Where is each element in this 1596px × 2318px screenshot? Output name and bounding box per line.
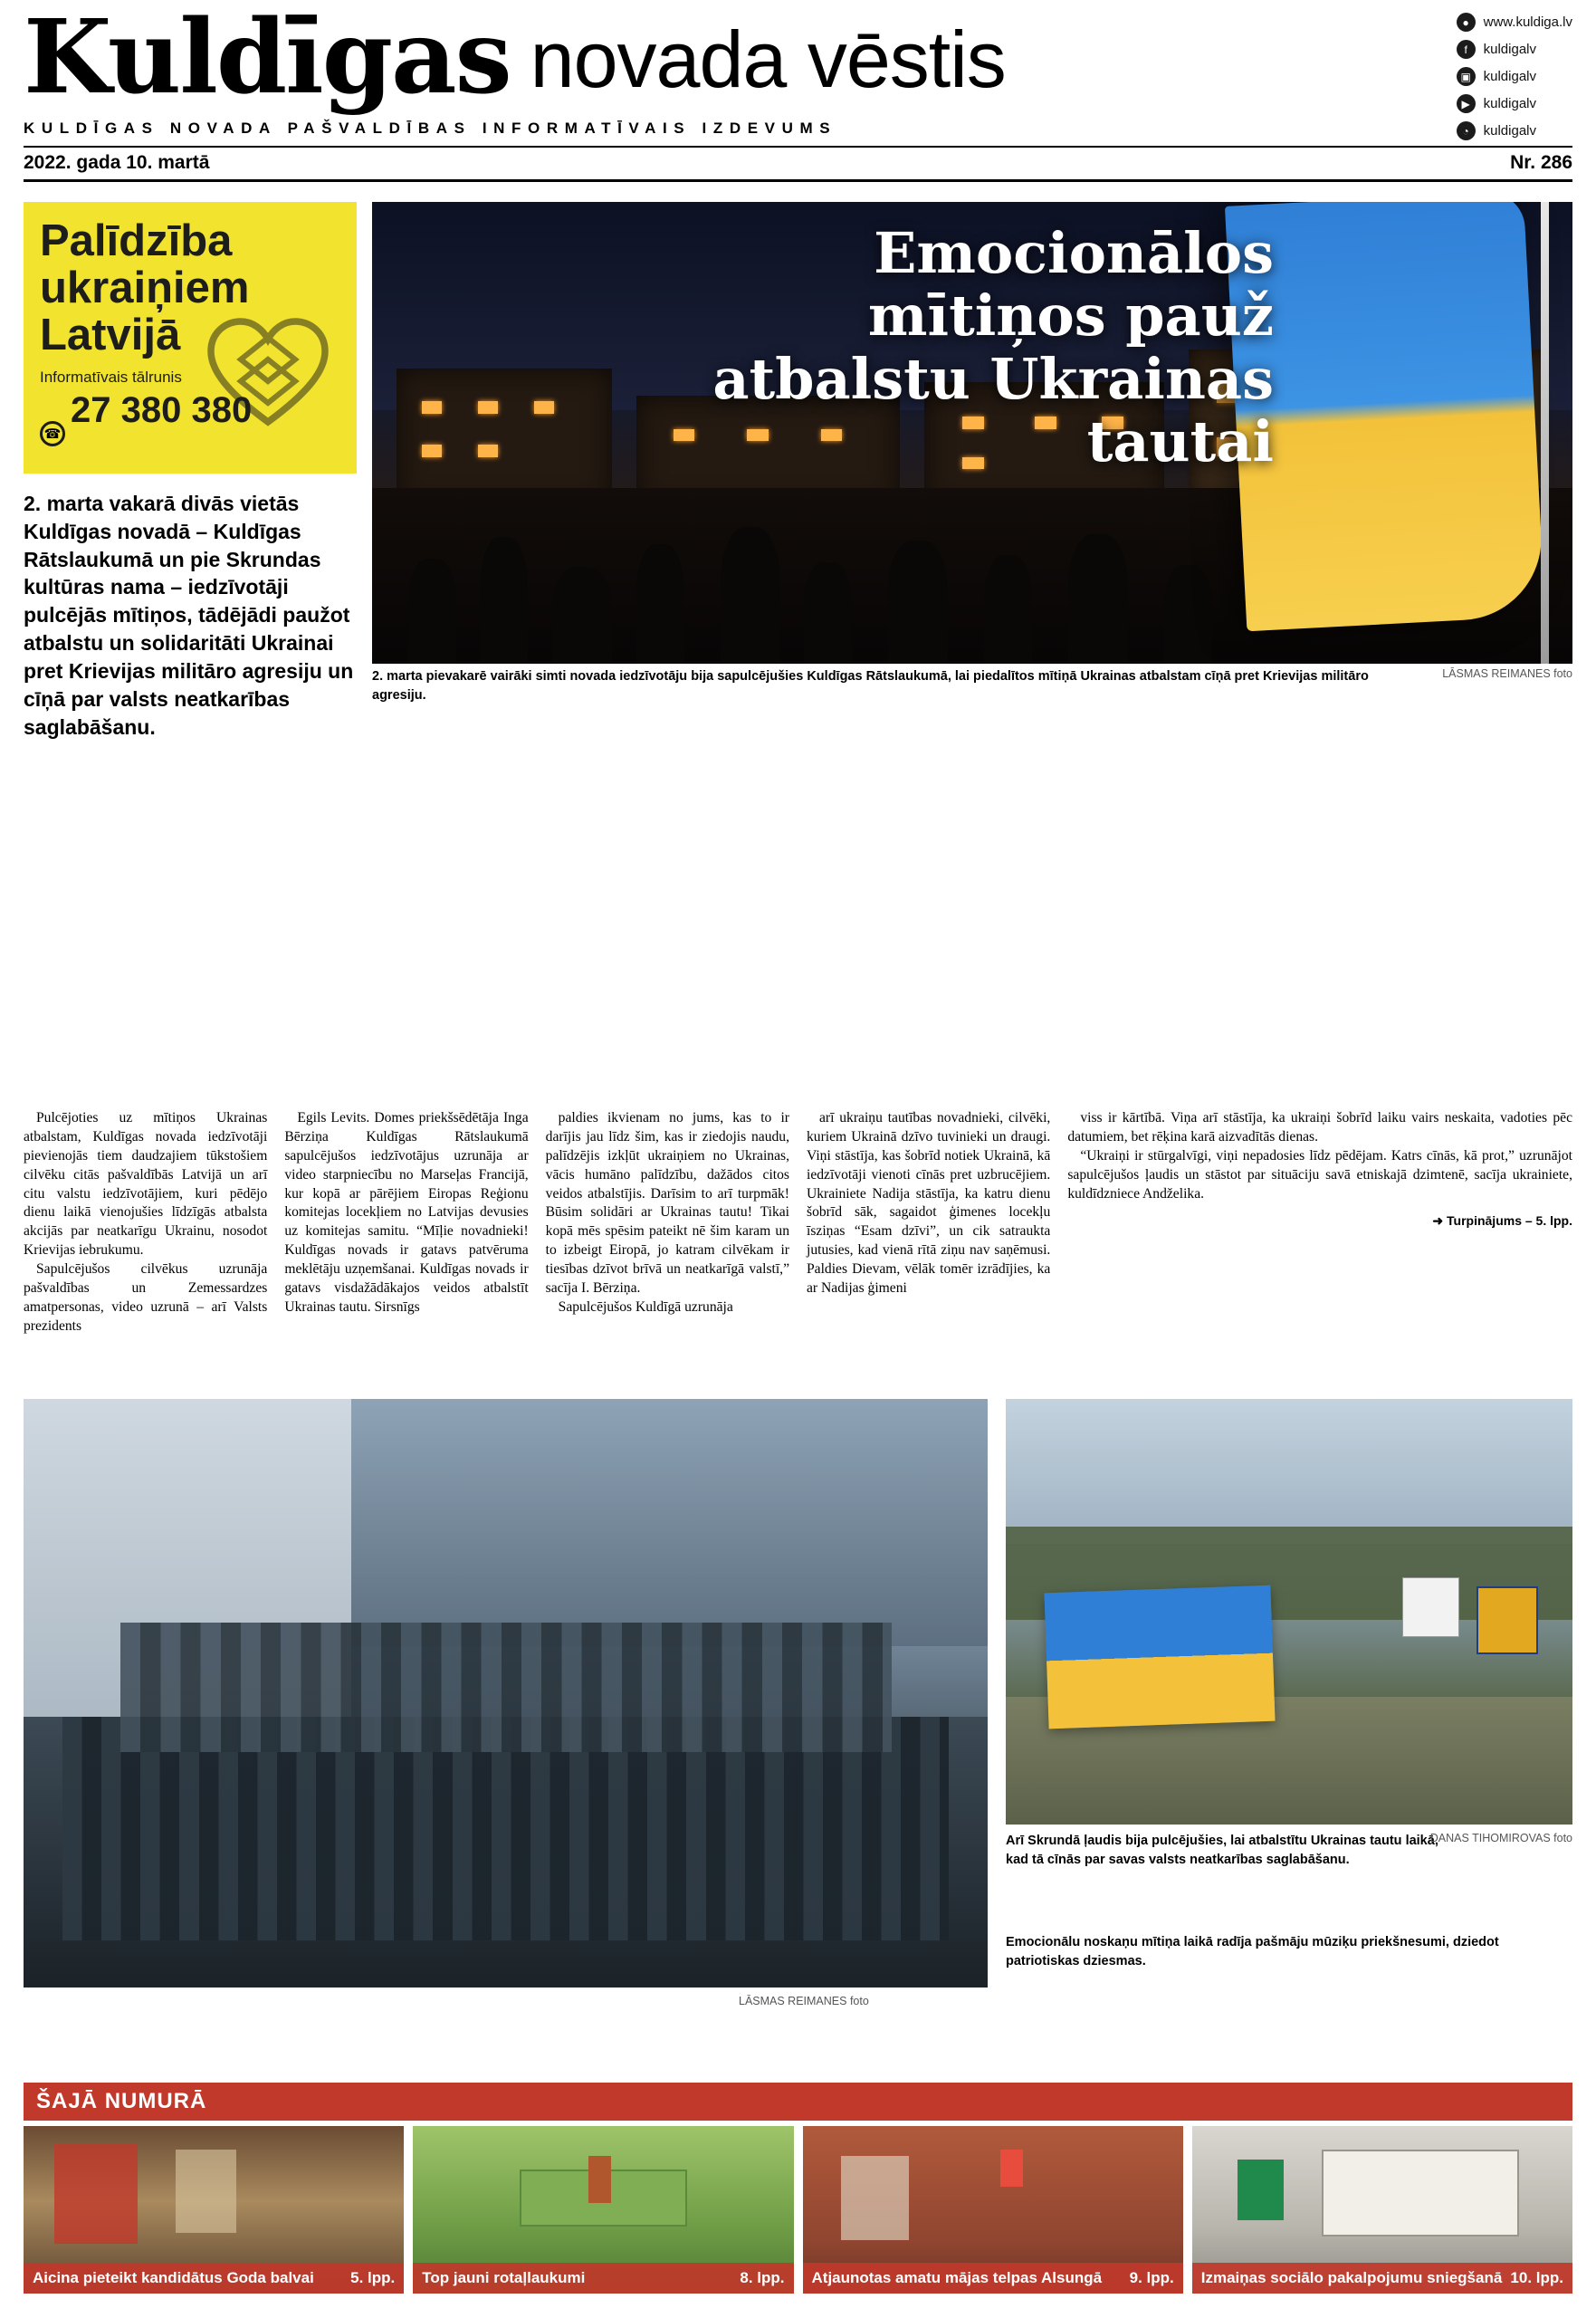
issue-item-title: Atjaunotas amatu mājas telpas Alsungā (811, 2268, 1103, 2286)
hero-section (24, 202, 1572, 739)
photo-kuldiga-choir (24, 1399, 988, 1988)
social-link-instagram[interactable] (1457, 67, 1572, 86)
divider-thick (24, 179, 1572, 182)
issue-date: 2022. gada 10. martā (24, 152, 210, 173)
photo-skrunda-rally (1006, 1399, 1572, 1825)
flag-pole (1541, 202, 1549, 664)
article-body (24, 1109, 1572, 1336)
social-link-twitter[interactable] (1457, 121, 1572, 140)
logo-main-text: Kuldīgas (24, 0, 511, 117)
social-label: kuldigalv (1483, 123, 1536, 139)
hero-caption: 2. marta pievakarē vairāki simti novada iedzīvotāju bija sapulcējušies Kuldīgas Rātslaukumā, lai piedalītos mītiņā Ukrainas atbalstam cīņā pret Krievijas militāro agresiju. (372, 669, 1369, 704)
social-link-facebook[interactable] (1457, 40, 1572, 59)
paragraph: “Ukraiņi ir stūrgalvīgi, viņi nepadosies līdz pēdējam. Katrs cīnās, kā prot,” uzrunājot sapulcējušos ļaudis un stāstot par situāciju savā etniskajā dzimtenē, sacīja ukrainiete, kuldīdzniece Andželika. (1067, 1147, 1572, 1202)
in-this-issue-header: ŠAJĀ NUMURĀ (24, 2083, 1572, 2121)
paragraph: Sapulcējušos Kuldīgā uzrunāja (558, 1298, 733, 1315)
issue-item-title: Aicina pieteikt kandidātus Goda balvai (33, 2268, 314, 2286)
photo-building (397, 369, 613, 507)
globe-icon: ● (1457, 13, 1476, 32)
paragraph: viss ir kārtībā. Viņa arī stāstīja, ka ukraiņi šobrīd laiku vairs neskaita, vadoties pēc datumiem, bet rēķina karā aizvadītās dienas. (1067, 1110, 1572, 1145)
masthead-tagline: KULDĪGAS NOVADA PAŠVALDĪBAS INFORMATĪVAIS IZDEVUMS (24, 120, 837, 137)
heart-knot-icon (196, 305, 340, 441)
article-column-2 (284, 1109, 528, 1336)
issue-item-socialie-pakalpojumi[interactable] (1192, 2126, 1572, 2294)
ad-subtitle: Informatīvais tālrunis (40, 368, 182, 386)
in-this-issue-section (24, 2083, 1572, 2294)
instagram-icon: ▣ (1457, 67, 1476, 86)
social-links (1457, 13, 1572, 148)
article-column-5 (1067, 1109, 1572, 1336)
social-link-website[interactable] (1457, 13, 1572, 32)
logo-sub-text: novada vēstis (530, 14, 1006, 104)
social-label: kuldigalv (1483, 69, 1536, 84)
social-label: kuldigalv (1483, 96, 1536, 111)
music-photo-caption: Emocionālu noskaņu mītiņa laikā radīja pašmāju mūziķu priekšnesumi, dziedot patriotiskas dziesmas. (1006, 1935, 1499, 1969)
article-column-1 (24, 1109, 267, 1336)
photo-gallery (24, 1399, 1572, 2033)
issue-number: Nr. 286 (1510, 152, 1572, 173)
paragraph: Sapulcējušos cilvēkus uzrunāja pašvaldības un Zemessardzes amatpersonas, video uzrunā – arī Valsts prezidents (24, 1261, 268, 1334)
issue-item-title: Top jauni rotaļlaukumi (422, 2268, 586, 2286)
issue-item-rotallaukumi[interactable] (413, 2126, 793, 2294)
issue-item-goda-balva[interactable] (24, 2126, 404, 2294)
kuldiga-photo-credit: LĀSMAS REIMANES foto (739, 1995, 869, 2007)
social-link-youtube[interactable] (1457, 94, 1572, 113)
hero-headline: Emocionālos mītiņos pauž atbalstu Ukrainas tautai (712, 220, 1274, 475)
ad-help-ukrainians[interactable] (24, 202, 357, 474)
hero-photo-credit: LĀSMAS REIMANES foto (1442, 667, 1572, 680)
article-column-3 (546, 1109, 789, 1336)
hero-photo (372, 202, 1572, 664)
ad-phone-number: 27 380 380 (71, 389, 253, 430)
issue-item-page: 5. lpp. (350, 2268, 396, 2286)
social-label: kuldigalv (1483, 42, 1536, 57)
youtube-icon: ▶ (1457, 94, 1476, 113)
ad-title: Palīdzība ukraiņiem Latvijā (40, 216, 250, 359)
dateline (24, 148, 1572, 179)
lead-paragraph: 2. marta vakarā divās vietās Kuldīgas novadā – Kuldīgas Rātslaukumā un pie Skrundas kultūras nama – iedzīvotāji pulcējās mītiņos, tādējādi paužot atbalstu un solidaritāti Ukrainai pret Krievijas militāro agresiju un cīņā par valsts neatkarības saglabāšanu. (24, 492, 354, 739)
paragraph: Egils Levits. Domes priekšsēdētāja Inga Bērziņa Kuldīgas Rātslaukumā sapulcējušos iedzīvotājus uzrunāja ar video starpniecību no Marseļas Francijā, kur kopā ar pārējiem Eiropas Reģionu komitejas locekļiem no Latvijas devusies uz komitejas samitu. “Mīļie novadnieki! Kuldīgas novads ir gatavs patvēruma meklētāju uzņemšanai. Kuldīgas novads ir gatavs visdažādākajos veidos atbalstīt Ukrainas tautu. Sirsnīgs (284, 1110, 529, 1315)
paragraph: arī ukraiņu tautības novadnieki, cilvēki, kuriem Ukrainā dzīvo tuvinieki un draugi. Viņi stāstīja, kas šobrīd notiek Ukrainā, kā iedzīvotāji vienoti cīnās pret uzbrucējiem. Ukrainiete Nadija stāstīja, ka katru dienu šobrīd sāk, sagaidot ģimenes locekļu īsziņas “Esam dzīvi”, un cik satraukta jutusies, kad vienā rītā ziņu nav saņēmusi. Paldies Dievam, vēlāk tomēr izrādījies, ka ar Nadijas ģimeni (807, 1110, 1051, 1297)
skrunda-photo-caption: Arī Skrundā ļaudis bija pulcējušies, lai atbalstītu Ukrainas tautu laikā, kad tā cīnās par savas valsts neatkarības saglabāšanu. (1006, 1834, 1438, 1868)
issue-item-page: 10. lpp. (1510, 2268, 1563, 2286)
continued-link[interactable]: ➜ Turpinājums – 5. lpp. (1432, 1213, 1572, 1229)
facebook-icon: f (1457, 40, 1476, 59)
masthead (24, 0, 1572, 195)
twitter-icon: ◔ (1457, 121, 1476, 140)
issue-item-page: 9. lpp. (1129, 2268, 1174, 2286)
issue-item-title: Izmaiņas sociālo pakalpojumu sniegšanā (1200, 2268, 1503, 2286)
issue-item-page: 8. lpp. (740, 2268, 785, 2286)
skrunda-photo-credit: DANAS TIHOMIROVAS foto (1429, 1832, 1572, 1844)
paragraph: paldies ikvienam no jums, kas to ir darījis jau līdz šim, kas ir ziedojis naudu, palīdzējis izkļūt ukraiņiem no Ukrainas, vācis humāno palīdzību, dažādos citos veidos atbalstījis. Darīsim to arī turpmāk! Būsim solidāri ar Ukrainas tautu! Tikai kopā mēs spēsim pateikt nē šim karam un to izbeigt Eiropā, jo katram cilvēkam ir tiesības dzīvot brīvā un neatkarīgā valstī,” sacīja I. Bērziņa. (545, 1110, 789, 1297)
paragraph: Pulcējoties uz mītiņos Ukrainas atbalstam, Kuldīgas novada iedzīvotāji pievienojās tiem daudzajiem tūkstošiem cilvēku citās pašvaldībās Latvijā un arī citu valstu iedzīvotājiem, kuri pēdējo dienu laikā vienojušies līdzīgās atbalsta akcijās par neatkarīgu Ukrainu, nosodot Krievijas iebrukumu. (24, 1110, 268, 1259)
phone-icon: ☎ (40, 421, 65, 446)
article-column-4 (807, 1109, 1050, 1336)
social-label: www.kuldiga.lv (1483, 14, 1572, 30)
issue-item-amatu-majas[interactable] (803, 2126, 1183, 2294)
ukraine-flag-banner (1044, 1585, 1275, 1729)
logo (24, 0, 1572, 117)
